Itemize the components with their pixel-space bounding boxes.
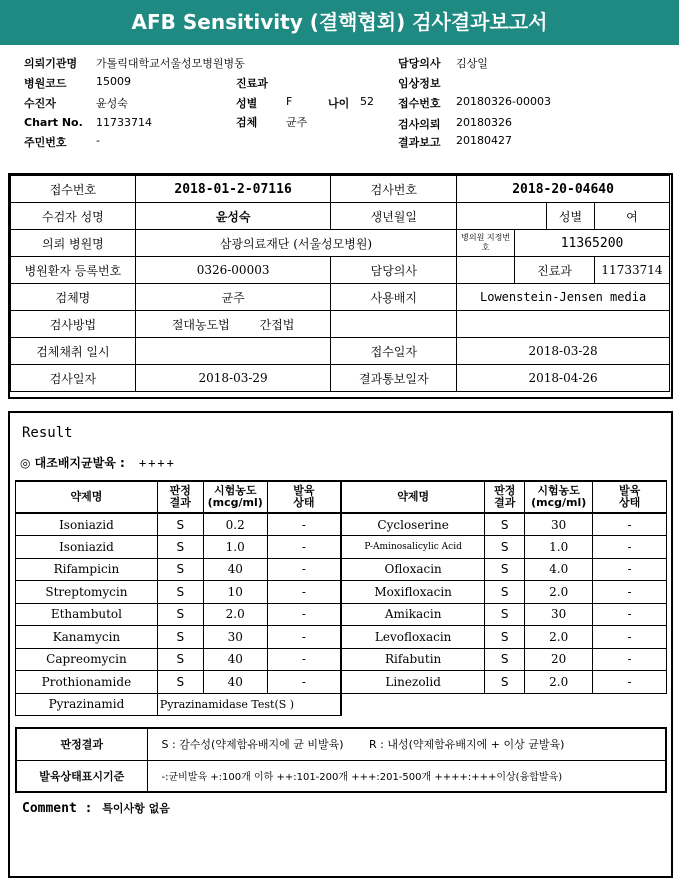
judgment-right: S <box>485 626 525 649</box>
comment <box>22 800 170 816</box>
dept-cell-label: 진료과 <box>515 257 595 284</box>
growth-right: - <box>593 603 667 626</box>
drug-name-right: Cycloserine <box>341 513 485 536</box>
patient-reg-value: 0326-00003 <box>135 257 331 284</box>
growth-right: - <box>593 581 667 604</box>
growth-left: - <box>267 603 341 626</box>
growth-legend-label: 발육상태표시기준 <box>16 760 147 792</box>
judgment-right: S <box>485 513 525 536</box>
collect-date-value <box>135 338 331 365</box>
growth-right: - <box>593 558 667 581</box>
test-no-label: 검사번호 <box>331 176 457 203</box>
concentration-right: 4.0 <box>525 558 593 581</box>
specimen-value: 균주 <box>286 116 308 129</box>
collector-label: 수진자 <box>24 97 56 110</box>
table-row <box>16 558 667 581</box>
concentration-left: 0.2 <box>203 513 267 536</box>
receipt-no-label: 접수번호 <box>11 176 136 203</box>
judgment-legend-s: S : 감수성(약제함유배지에 균 비발육) <box>161 738 344 752</box>
judgment-right: S <box>485 671 525 694</box>
growth-right: - <box>593 671 667 694</box>
judgment-right: S <box>485 536 525 559</box>
judgment-legend-value <box>147 728 666 760</box>
collect-date-label: 검체채취 일시 <box>11 338 136 365</box>
drug-name-right: Ofloxacin <box>341 558 485 581</box>
gender-label: 성별 <box>547 203 595 230</box>
concentration-left: 10 <box>203 581 267 604</box>
dept-cell-value: 11733714 <box>594 257 669 284</box>
info-table <box>10 175 670 392</box>
medium-label: 사용배지 <box>331 284 457 311</box>
age-label: 나이 <box>328 97 350 110</box>
growth-legend-value: -:균비발육 +:100개 이하 ++:101-200개 +++:201-500개 ++++:+++이상(융합발육) <box>147 760 666 792</box>
judgment-legend-r: R : 내성(약제함유배지에 + 이상 균발육) <box>369 738 565 752</box>
drug-name-right: Rifabutin <box>341 648 485 671</box>
hospital-code-value: 15009 <box>96 75 131 88</box>
birth-label: 생년월일 <box>331 203 457 230</box>
pza-blank <box>341 693 667 716</box>
hospital-code-main-value: 11365200 <box>515 230 670 257</box>
hospital-code-label: 병원코드 <box>24 77 67 90</box>
receive-date-label: 접수일자 <box>331 338 457 365</box>
req-hospital-label: 의뢰 병원명 <box>11 230 136 257</box>
growth-right: - <box>593 648 667 671</box>
method-empty-1 <box>331 311 457 338</box>
request-label: 검사의뢰 <box>398 118 441 131</box>
concentration-left: 40 <box>203 558 267 581</box>
pza-test-result: Pyrazinamidase Test(S ) <box>157 693 341 716</box>
judgment-left: S <box>157 648 203 671</box>
table-row <box>16 581 667 604</box>
result-title: Result <box>22 425 73 441</box>
table-row <box>16 648 667 671</box>
method-value-1: 절대농도법 <box>171 317 230 332</box>
growth-left: - <box>267 536 341 559</box>
judgment-left: S <box>157 603 203 626</box>
judgment-right: S <box>485 581 525 604</box>
chart-label: Chart No. <box>24 116 83 129</box>
drug-name-left: Isoniazid <box>16 513 158 536</box>
header-growth-left: 발육 상태 <box>267 481 341 513</box>
growth-left: - <box>267 626 341 649</box>
patient-name-value: 윤성숙 <box>135 203 331 230</box>
clinical-label: 임상정보 <box>398 77 441 90</box>
header-drug-left: 약제명 <box>16 481 158 513</box>
birth-value <box>457 203 547 230</box>
method-label: 검사방법 <box>11 311 136 338</box>
req-hospital-value: 삼광의료재단 (서울성모병원) <box>135 230 456 257</box>
header-concentration-left: 시험농도 (mcg/ml) <box>203 481 267 513</box>
attending-doctor-value <box>457 257 515 284</box>
concentration-right: 2.0 <box>525 581 593 604</box>
chart-value: 11733714 <box>96 116 152 129</box>
judgment-left: S <box>157 536 203 559</box>
rrn-label: 주민번호 <box>24 136 67 149</box>
judgment-left: S <box>157 558 203 581</box>
growth-left: - <box>267 671 341 694</box>
growth-left: - <box>267 513 341 536</box>
notify-date-value: 2018-04-26 <box>457 365 670 392</box>
report-title: AFB Sensitivity (결핵협회) 검사결과보고서 <box>0 0 679 45</box>
header-judgment-right: 판정 결과 <box>485 481 525 513</box>
table-row <box>16 693 667 716</box>
patient-name-label: 수검자 성명 <box>11 203 136 230</box>
judgment-right: S <box>485 558 525 581</box>
growth-right: - <box>593 513 667 536</box>
table-row <box>16 671 667 694</box>
judgment-left: S <box>157 581 203 604</box>
table-row <box>16 603 667 626</box>
notify-date-label: 결과통보일자 <box>331 365 457 392</box>
judgment-legend-label: 판정결과 <box>16 728 147 760</box>
sex-label: 성별 <box>236 97 258 110</box>
table-row <box>16 513 667 536</box>
specimen-name-label: 검체명 <box>11 284 136 311</box>
drug-name-right: Amikacin <box>341 603 485 626</box>
drug-name-left: Isoniazid <box>16 536 158 559</box>
header-growth-right: 발육 상태 <box>593 481 667 513</box>
legend-table <box>15 727 667 793</box>
header-concentration-right: 시험농도 (mcg/ml) <box>525 481 593 513</box>
receipt-label: 접수번호 <box>398 97 441 110</box>
growth-left: - <box>267 581 341 604</box>
specimen-label: 검체 <box>236 116 258 129</box>
control-growth-value: ++++ <box>138 456 176 470</box>
table-row <box>16 536 667 559</box>
concentration-left: 1.0 <box>203 536 267 559</box>
age-value: 52 <box>360 95 374 108</box>
drug-table <box>15 480 667 716</box>
method-value <box>135 311 331 338</box>
drug-name-left: Streptomycin <box>16 581 158 604</box>
hospital-code-small-label: 병의원 지정번호 <box>457 230 515 257</box>
judgment-left: S <box>157 513 203 536</box>
receipt-no-value: 2018-01-2-07116 <box>135 176 331 203</box>
header-drug-right: 약제명 <box>341 481 485 513</box>
comment-value: 특이사항 없음 <box>102 802 170 815</box>
method-value-2: 간접법 <box>259 317 295 332</box>
header-judgment-left: 판정 결과 <box>157 481 203 513</box>
concentration-right: 2.0 <box>525 626 593 649</box>
drug-name-left: Kanamycin <box>16 626 158 649</box>
pza-drug-name: Pyrazinamid <box>16 693 158 716</box>
control-growth <box>20 454 176 471</box>
concentration-left: 2.0 <box>203 603 267 626</box>
report-label: 결과보고 <box>398 136 441 149</box>
medium-value: Lowenstein-Jensen media <box>457 284 670 311</box>
rrn-value: - <box>96 134 100 147</box>
test-date-label: 검사일자 <box>11 365 136 392</box>
gender-value: 여 <box>594 203 669 230</box>
growth-left: - <box>267 558 341 581</box>
table-row <box>16 626 667 649</box>
sex-value: F <box>286 95 293 108</box>
patient-reg-label: 병원환자 등록번호 <box>11 257 136 284</box>
receive-date-value: 2018-03-28 <box>457 338 670 365</box>
test-date-value: 2018-03-29 <box>135 365 331 392</box>
concentration-right: 30 <box>525 513 593 536</box>
institution-value: 가톨릭대학교서울성모병원병동 <box>96 57 245 70</box>
concentration-right: 1.0 <box>525 536 593 559</box>
method-empty-2 <box>457 311 670 338</box>
drug-name-right: Linezolid <box>341 671 485 694</box>
judgment-right: S <box>485 603 525 626</box>
concentration-left: 40 <box>203 671 267 694</box>
test-no-value: 2018-20-04640 <box>457 176 670 203</box>
growth-left: - <box>267 648 341 671</box>
drug-name-left: Capreomycin <box>16 648 158 671</box>
drug-name-left: Rifampicin <box>16 558 158 581</box>
dept-label: 진료과 <box>236 77 268 90</box>
specimen-name-value: 균주 <box>135 284 331 311</box>
judgment-left: S <box>157 626 203 649</box>
drug-name-right: Moxifloxacin <box>341 581 485 604</box>
growth-right: - <box>593 536 667 559</box>
drug-name-left: Ethambutol <box>16 603 158 626</box>
growth-right: - <box>593 626 667 649</box>
control-growth-label: ◎ 대조배지균발육 : <box>20 456 125 470</box>
collector-value: 윤성숙 <box>96 97 128 110</box>
attending-doctor-label: 담당의사 <box>331 257 457 284</box>
institution-label: 의뢰기관명 <box>24 57 78 70</box>
doctor-value: 김상일 <box>456 57 488 70</box>
request-value: 20180326 <box>456 116 512 129</box>
drug-name-left: Prothionamide <box>16 671 158 694</box>
concentration-left: 40 <box>203 648 267 671</box>
drug-name-right: Levofloxacin <box>341 626 485 649</box>
report-value: 20180427 <box>456 134 512 147</box>
judgment-right: S <box>485 648 525 671</box>
concentration-right: 30 <box>525 603 593 626</box>
concentration-left: 30 <box>203 626 267 649</box>
judgment-left: S <box>157 671 203 694</box>
concentration-right: 20 <box>525 648 593 671</box>
drug-name-right: P-Aminosalicylic Acid <box>341 536 485 559</box>
receipt-value: 20180326-00003 <box>456 95 551 108</box>
doctor-label: 담당의사 <box>398 57 441 70</box>
comment-label: Comment : <box>22 801 93 816</box>
concentration-right: 2.0 <box>525 671 593 694</box>
